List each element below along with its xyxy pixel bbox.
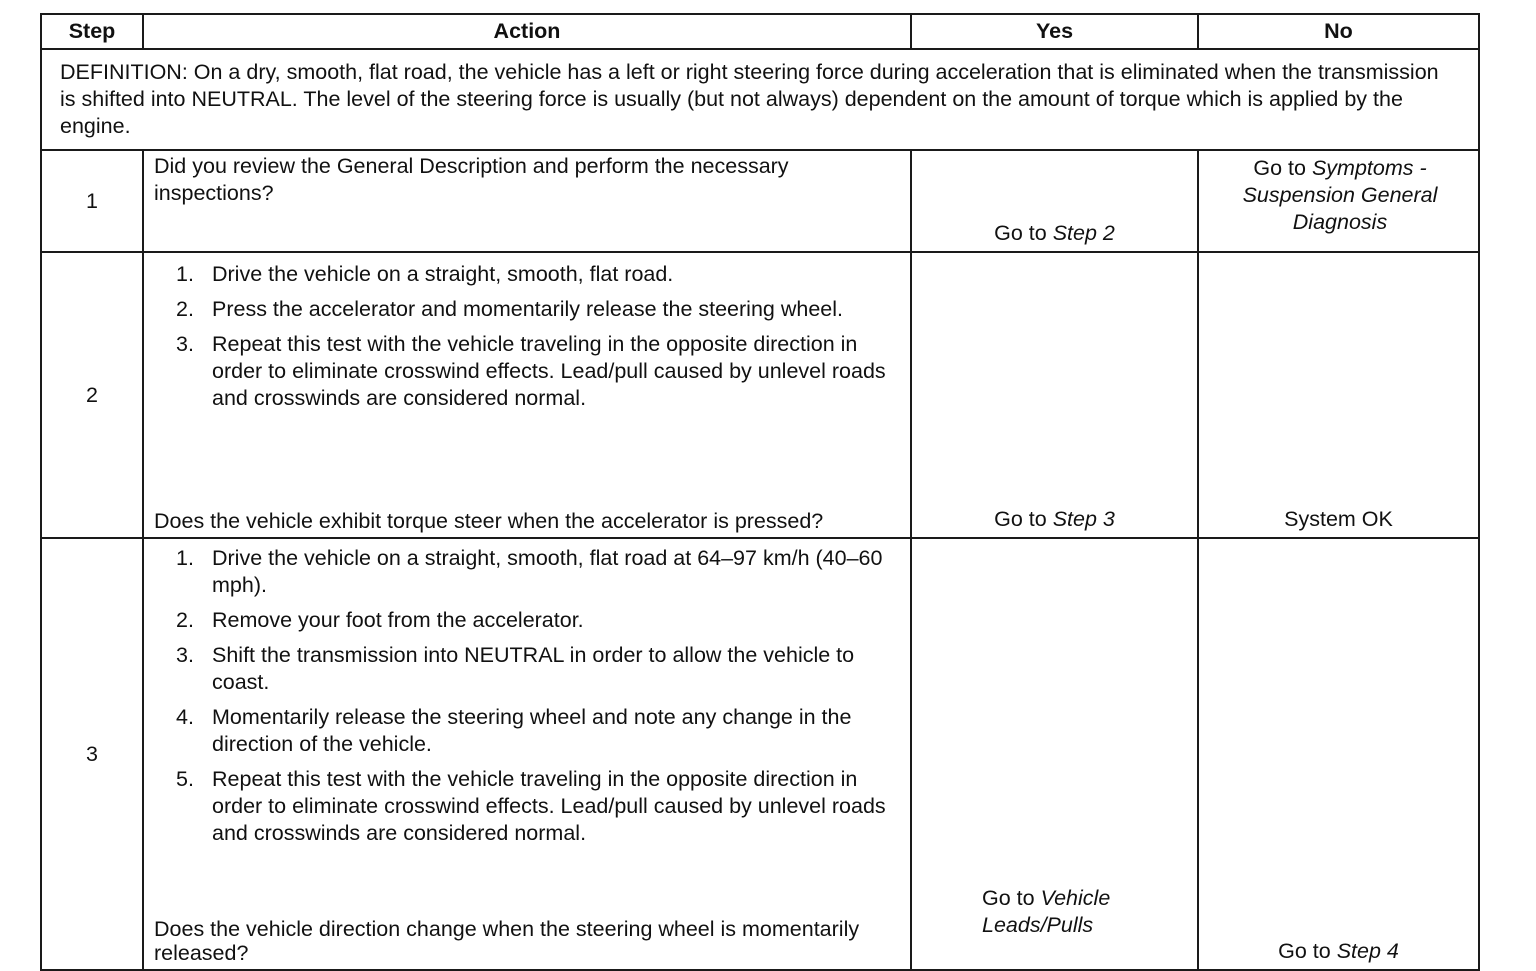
table-row <box>41 252 1479 538</box>
header-no: No <box>1198 14 1479 49</box>
table-row <box>41 538 1479 970</box>
step-number: 2 <box>41 252 143 538</box>
yes-cell <box>911 252 1198 538</box>
header-action: Action <box>143 14 911 49</box>
yes-prefix: Go to <box>994 221 1053 245</box>
no-link[interactable]: Step 4 <box>1336 939 1399 963</box>
action-cell <box>143 538 911 970</box>
list-item: 1. Drive the vehicle on a straight, smooth, flat road. <box>176 262 674 286</box>
list-item: 2. Remove your foot from the accelerator. <box>176 608 584 632</box>
no-text: System OK <box>1284 507 1393 531</box>
step-question: Does the vehicle exhibit torque steer when the accelerator is pressed? <box>154 509 824 533</box>
header-step: Step <box>41 14 143 49</box>
list-item: 1. Drive the vehicle on a straight, smooth, flat road at 64–97 km/h (40–60 mph). <box>176 546 883 597</box>
list-item: 5. Repeat this test with the vehicle traveling in the opposite direction in order to eliminate crosswind effects. Lead/pull caused by unlevel roads and crosswinds are considered normal. <box>176 767 886 845</box>
instruction-list <box>154 545 900 855</box>
definition-text: DEFINITION: On a dry, smooth, flat road, the vehicle has a left or right steering force during acceleration that is eliminated when the transmission is shifted into NEUTRAL. The level of the steering force is usually (but not always) dependent on the amount of torque which is applied by the engine. <box>41 49 1479 150</box>
no-link[interactable]: Symptoms - Suspension General Diagnosis <box>1242 156 1438 234</box>
yes-cell <box>911 538 1198 970</box>
step-question: Did you review the General Description and perform the necessary inspections? <box>154 154 789 205</box>
no-prefix: Go to <box>1253 156 1312 180</box>
header-row <box>41 14 1479 49</box>
step-question: Does the vehicle direction change when the steering wheel is momentarily released? <box>154 917 860 965</box>
no-prefix: Go to <box>1278 939 1337 963</box>
list-item: 3. Repeat this test with the vehicle traveling in the opposite direction in order to eliminate crosswind effects. Lead/pull caused by unlevel roads and crosswinds are considered normal. <box>176 332 886 410</box>
diagnostic-table <box>40 13 1480 971</box>
list-item: 3. Shift the transmission into NEUTRAL in order to allow the vehicle to coast. <box>176 643 855 694</box>
list-item: 4. Momentarily release the steering wheel and note any change in the direction of the vehicle. <box>176 705 852 756</box>
yes-link[interactable]: Vehicle Leads/Pulls <box>982 886 1111 937</box>
yes-cell <box>911 150 1198 252</box>
yes-link[interactable]: Step 3 <box>1052 507 1115 531</box>
yes-link[interactable]: Step 2 <box>1052 221 1115 245</box>
yes-prefix: Go to <box>982 886 1041 910</box>
yes-prefix: Go to <box>994 507 1053 531</box>
action-cell <box>143 150 911 252</box>
no-cell <box>1198 538 1479 970</box>
header-yes: Yes <box>911 14 1198 49</box>
step-number: 3 <box>41 538 143 970</box>
action-cell <box>143 252 911 538</box>
instruction-list <box>154 261 900 420</box>
no-cell <box>1198 252 1479 538</box>
definition-row <box>41 49 1479 150</box>
no-cell <box>1198 150 1479 252</box>
step-number: 1 <box>41 150 143 252</box>
list-item: 2. Press the accelerator and momentarily release the steering wheel. <box>176 297 843 321</box>
table-row <box>41 150 1479 252</box>
